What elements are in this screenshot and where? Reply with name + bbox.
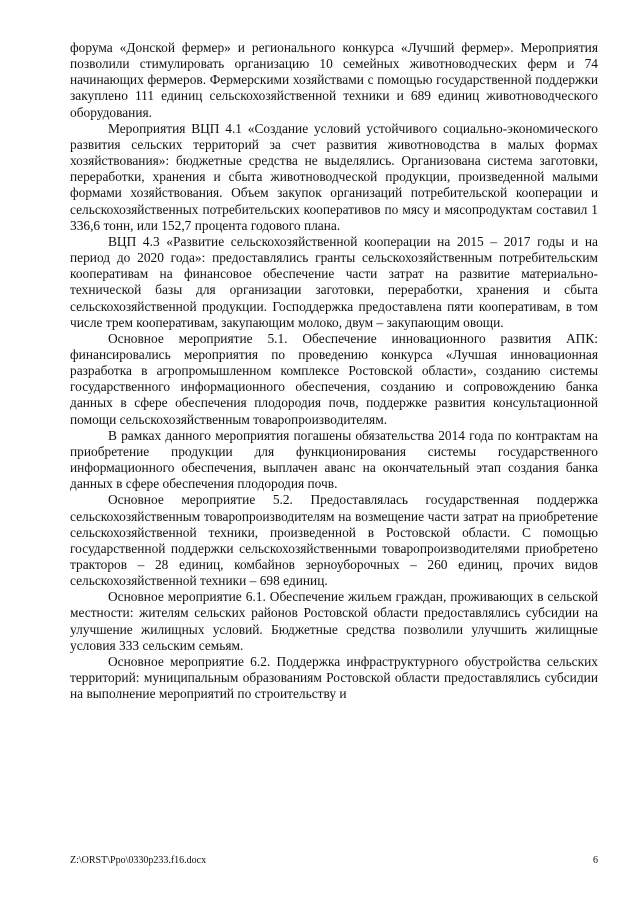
document-body bbox=[70, 40, 598, 702]
footer-page-number: 6 bbox=[593, 855, 598, 866]
paragraph: Основное мероприятие 6.1. Обеспечение жильем граждан, проживающих в сельской местности: жителям сельских районов Ростовской области предоставлялись субсидии на улучшение жилищных условий. Бюджетные средства позволили улучшить жилищные условия 333 сельским семьям. bbox=[70, 589, 598, 653]
footer-file-path: Z:\ORST\Ppo\0330p233.f16.docx bbox=[70, 855, 207, 866]
paragraph: форума «Донской фермер» и регионального конкурса «Лучший фермер». Мероприятия позволили стимулировать организацию 10 семейных животноводческих ферм и 74 начинающих фермеров. Фермерскими хозяйствами с помощью государственной поддержки закуплено 111 единиц сельскохозяйственной техники и 689 единиц животноводческого оборудования. bbox=[70, 40, 598, 120]
paragraph: Основное мероприятие 5.1. Обеспечение инновационного развития АПК: финансировались мероприятия по проведению конкурса «Лучшая инновационная разработка в агропромышленном комплексе Ростовской области», созданию системы государственного информационного обеспечения, созданию и сопровождению банка данных в сфере обеспечения плодородия почв, поддержке развития консультационной помощи сельскохозяйственным товаропроизводителям. bbox=[70, 330, 598, 427]
paragraph: Мероприятия ВЦП 4.1 «Создание условий устойчивого социально-экономического развития сельских территорий за счет развития животноводства в малых формах хозяйствования»: бюджетные средства не выделялись. Организована система заготовки, переработки, хранения и сбыта животноводческой продукции, произведенной малыми формами хозяйствования. Объем закупок организаций потребительской кооперации и сельскохозяйственных потребительских кооперативов по мясу и мясопродуктам составил 1 336,6 тонн, или 152,7 процента годового плана. bbox=[70, 120, 598, 233]
paragraph: ВЦП 4.3 «Развитие сельскохозяйственной кооперации на 2015 – 2017 годы и на период до 2020 года»: предоставлялись гранты сельскохозяйственным потребительским кооперативам на финансовое обеспечение части затрат на развитие материально-технической базы для организации заготовки, переработки, хранения и сбыта сельскохозяйственной продукции. Господдержка предоставлена пяти кооперативам, в том числе трем кооперативам, закупающим молоко, двум – закупающим овощи. bbox=[70, 233, 598, 330]
paragraph: Основное мероприятие 5.2. Предоставлялась государственная поддержка сельскохозяйственным товаропроизводителям на возмещение части затрат на приобретение сельскохозяйственной техники, произведенной в Ростовской области. С помощью государственной поддержки сельскохозяйственными товаропроизводителями приобретено тракторов – 28 единиц, комбайнов зерноуборочных – 260 единиц, прочих видов сельскохозяйственной техники – 698 единиц. bbox=[70, 492, 598, 589]
paragraph: Основное мероприятие 6.2. Поддержка инфраструктурного обустройства сельских территорий: муниципальным образованиям Ростовской области предоставлялись субсидии на выполнение мероприятий по строительству и bbox=[70, 653, 598, 702]
paragraph: В рамках данного мероприятия погашены обязательства 2014 года по контрактам на приобретение продукции для функционирования системы государственного информационного обеспечения, выплачен аванс на окончательный этап создания банка данных в сфере обеспечения плодородия почв. bbox=[70, 427, 598, 492]
